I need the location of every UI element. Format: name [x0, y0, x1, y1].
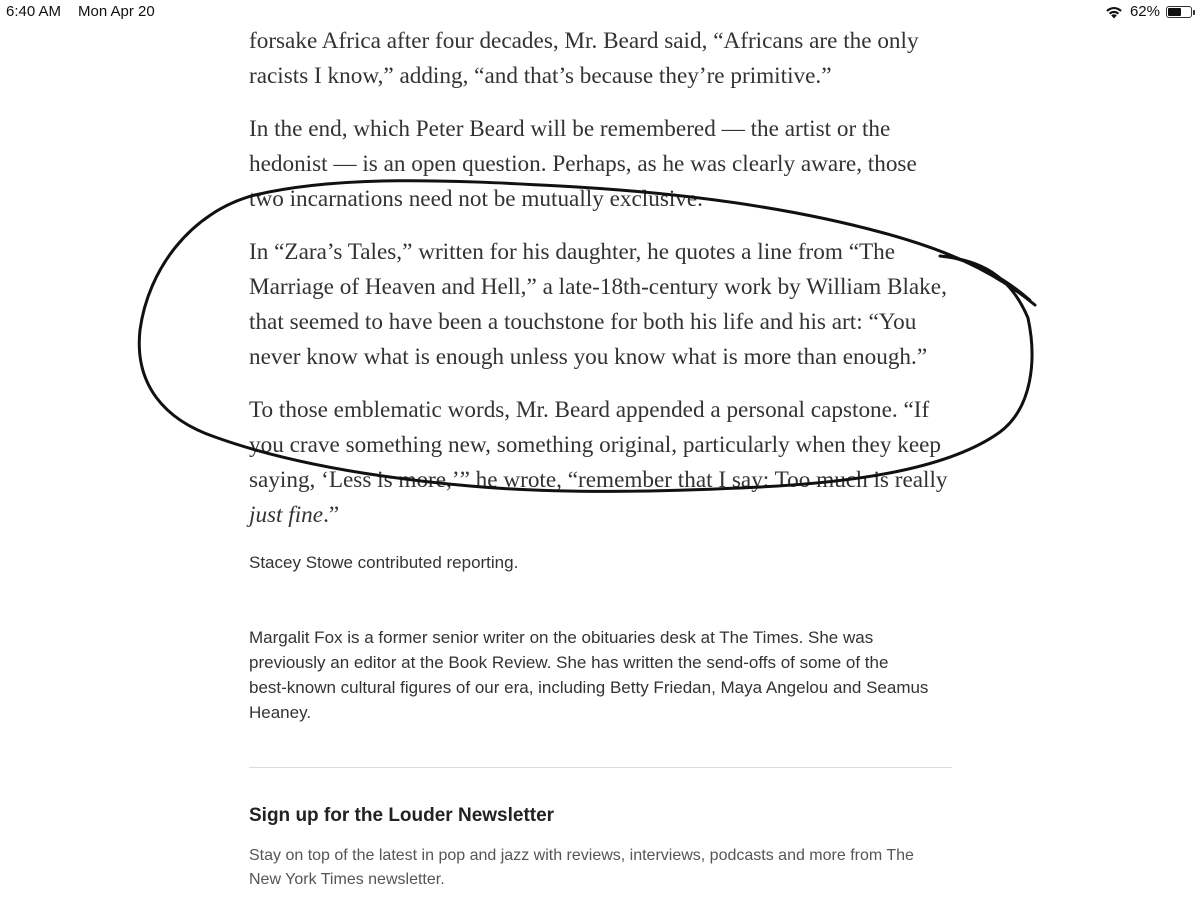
battery-fill: [1168, 8, 1181, 16]
divider: [249, 767, 952, 768]
article-paragraph: In the end, which Peter Beard will be remembered — the artist or the hedonist — is an open question. Perhaps, as he was clearly aware, those two incarnations need not be mutually exclusive.: [249, 116, 917, 212]
article-body: [249, 24, 951, 892]
newsletter-description: Stay on top of the latest in pop and jazz with reviews, interviews, podcasts and more from The New York Times newsletter.: [249, 847, 914, 888]
newsletter-title[interactable]: Sign up for the Louder Newsletter: [249, 805, 555, 826]
annotation-tail: [945, 256, 1030, 300]
capstone-text: To those emblematic words, Mr. Beard appended a personal capstone. “If you crave something new, something original, particularly when they keep saying, ‘Less is more,’” he wrote, “remember that I say: Too much is really: [249, 397, 948, 493]
status-indicators: [1104, 3, 1192, 20]
contributor-note: Stacey Stowe contributed reporting.: [249, 553, 519, 572]
article-paragraph-quote: In “Zara’s Tales,” written for his daughter, he quotes a line from “The Marriage of Heaven and Hell,” a late-18th-century work by William Blake, that seemed to have been a touchstone for both his life and his art: “You never know what is enough unless you know what is more than enough.”: [249, 239, 947, 370]
capstone-emphasis: just fine: [249, 502, 324, 528]
author-bio: Margalit Fox is a former senior writer on the obituaries desk at The Times. She was previously an editor at the Book Review. She has written the send-offs of some of the best-known cultural figures of our era, including Betty Friedan, Maya Angelou and Seamus Heaney.: [249, 628, 929, 722]
capstone-end: .”: [323, 502, 340, 528]
battery-icon: [1166, 6, 1192, 18]
article-paragraph: forsake Africa after four decades, Mr. Beard said, “Africans are the only racists I know,” adding, “and that’s because they’re primitive.”: [249, 28, 919, 89]
article-paragraph-capstone: [249, 393, 951, 533]
battery-percentage: 62%: [1129, 3, 1160, 20]
status-bar: [0, 0, 1200, 26]
status-date: Mon Apr 20: [78, 3, 155, 20]
wifi-icon: [1104, 5, 1124, 19]
status-time: 6:40 AM: [6, 3, 62, 20]
